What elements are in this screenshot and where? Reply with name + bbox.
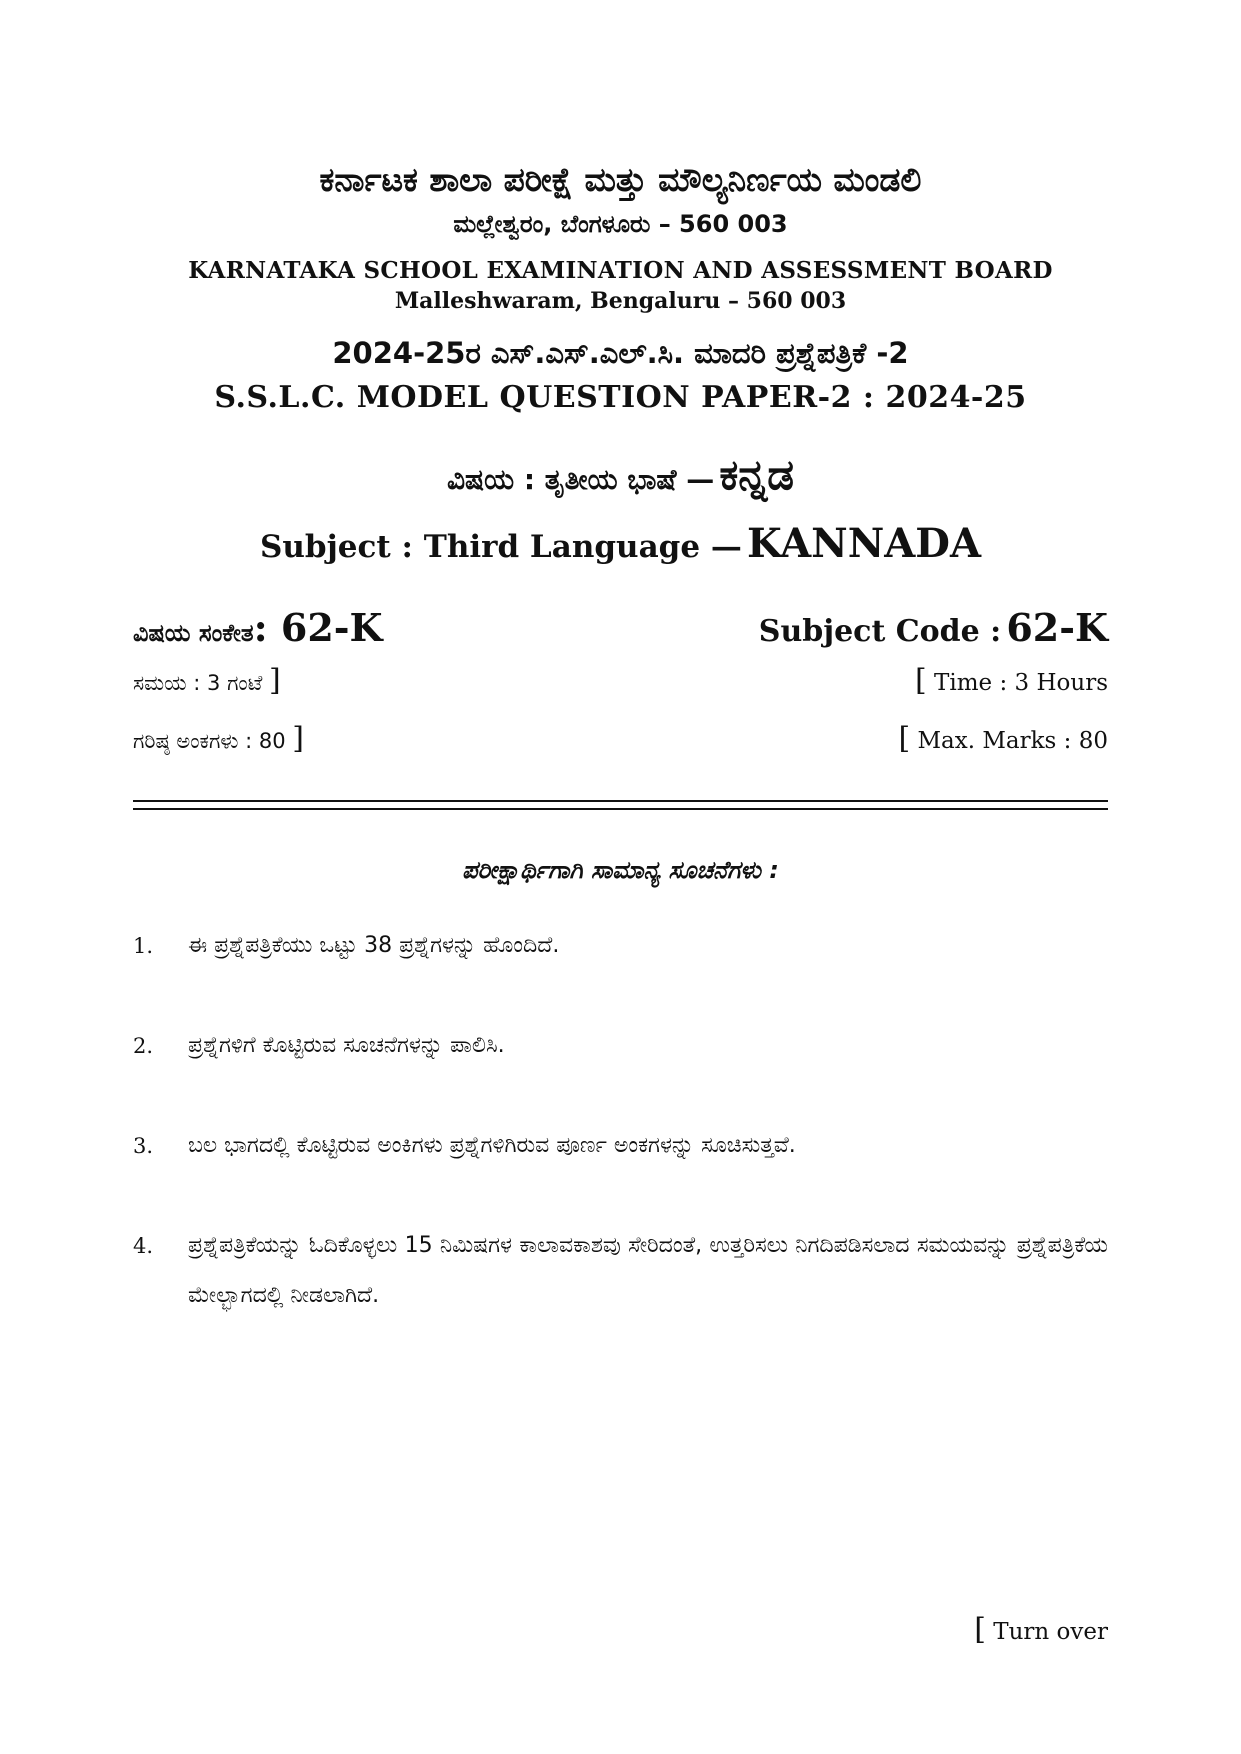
marks-english-text: Max. Marks : 80	[917, 728, 1108, 754]
board-name-kannada: ಕರ್ನಾಟಕ ಶಾಲಾ ಪರೀಕ್ಷೆ ಮತ್ತು ಮೌಲ್ಯನಿರ್ಣಯ ಮಂಡಲಿ	[319, 160, 922, 199]
instruction-number: 4.	[133, 1234, 154, 1258]
subject-code-value-english: 62-K	[1006, 605, 1108, 650]
subject-code-label-kannada: ವಿಷಯ ಸಂಕೇತ	[133, 619, 254, 647]
board-address-english: Malleshwaram, Bengaluru – 560 003	[394, 288, 847, 314]
turn-over-text: Turn over	[993, 1619, 1108, 1645]
board-address-kannada: ಮಲ್ಲೇಶ್ವರಂ, ಬೆಂಗಳೂರು – 560 003	[453, 210, 788, 238]
subject-code-kannada	[133, 605, 383, 650]
opening-bracket: [	[974, 1612, 986, 1647]
turn-over-note	[974, 1612, 1108, 1647]
time-row	[133, 658, 1108, 698]
instructions-title: ಪರೀಕ್ಷಾರ್ಥಿಗಾಗಿ ಸಾಮಾನ್ಯ ಸೂಚನೆಗಳು :	[462, 856, 779, 884]
instruction-text: ಪ್ರಶ್ನೆಪತ್ರಿಕೆಯನ್ನು ಓದಿಕೊಳ್ಳಲು 15 ನಿಮಿಷಗಳ ಕಾಲಾವಕಾಶವು ಸೇರಿದಂತೆ, ಉತ್ತರಿಸಲು ನಿಗದಿಪಡಿಸಲಾದ ಸಮಯವನ್ನು ಪ್ರಶ್ನೆಪತ್ರಿಕೆಯ ಮೇಲ್ಭಾಗದಲ್ಲಿ ನೀಡಲಾಗಿದೆ.	[188, 1233, 1108, 1308]
instruction-text: ಪ್ರಶ್ನೆಗಳಿಗೆ ಕೊಟ್ಟಿರುವ ಸೂಚನೆಗಳನ್ನು ಪಾಲಿಸಿ.	[188, 1033, 505, 1058]
instruction-number: 3.	[133, 1134, 154, 1158]
subject-value-kannada: ಕನ್ನಡ	[719, 450, 795, 499]
subject-label-english: Subject : Third Language —	[259, 529, 742, 565]
marks-row	[133, 716, 1108, 756]
marks-kannada-text: ಗರಿಷ್ಠ ಅಂಕಗಳು : 80	[133, 729, 286, 753]
paper-title-english: S.S.L.C. MODEL QUESTION PAPER-2 : 2024-25	[214, 380, 1027, 415]
subject-code-row	[133, 600, 1108, 650]
time-english-text: Time : 3 Hours	[934, 670, 1108, 696]
marks-english	[898, 721, 1108, 756]
instruction-number: 1.	[133, 934, 154, 958]
time-kannada	[133, 663, 281, 698]
opening-bracket: [	[898, 721, 911, 756]
opening-bracket: [	[915, 663, 927, 698]
closing-bracket: ]	[292, 721, 304, 756]
subject-line-english	[0, 520, 1241, 567]
divider-line	[133, 808, 1108, 810]
subject-code-label-english: Subject Code :	[758, 614, 1002, 649]
subject-code-english	[759, 605, 1108, 650]
time-kannada-text: ಸಮಯ : 3 ಗಂಟೆ	[133, 671, 263, 695]
subject-value-english: KANNADA	[746, 520, 982, 567]
instruction-number: 2.	[133, 1034, 154, 1058]
instruction-text: ಬಲ ಭಾಗದಲ್ಲಿ ಕೊಟ್ಟಿರುವ ಅಂಕಿಗಳು ಪ್ರಶ್ನೆಗಳಿಗಿರುವ ಪೂರ್ಣ ಅಂಕಗಳನ್ನು ಸೂಚಿಸುತ್ತವೆ.	[188, 1133, 796, 1158]
marks-kannada	[133, 721, 304, 756]
paper-title-kannada: 2024-25ರ ಎಸ್.ಎಸ್.ಎಲ್.ಸಿ. ಮಾದರಿ ಪ್ರಶ್ನೆಪತ್ರಿಕೆ -2	[332, 336, 909, 370]
board-name-english: KARNATAKA SCHOOL EXAMINATION AND ASSESSMENT BOARD	[188, 257, 1053, 284]
instruction-text: ಈ ಪ್ರಶ್ನೆಪತ್ರಿಕೆಯು ಒಟ್ಟು 38 ಪ್ರಶ್ನೆಗಳನ್ನು ಹೊಂದಿದೆ.	[188, 933, 560, 958]
time-english	[915, 663, 1108, 698]
divider-line	[133, 800, 1108, 802]
subject-code-value-kannada: : 62-K	[253, 605, 383, 650]
subject-line-kannada	[0, 450, 1241, 500]
subject-label-kannada: ವಿಷಯ : ತೃತೀಯ ಭಾಷೆ —	[446, 463, 715, 496]
closing-bracket: ]	[269, 663, 281, 698]
